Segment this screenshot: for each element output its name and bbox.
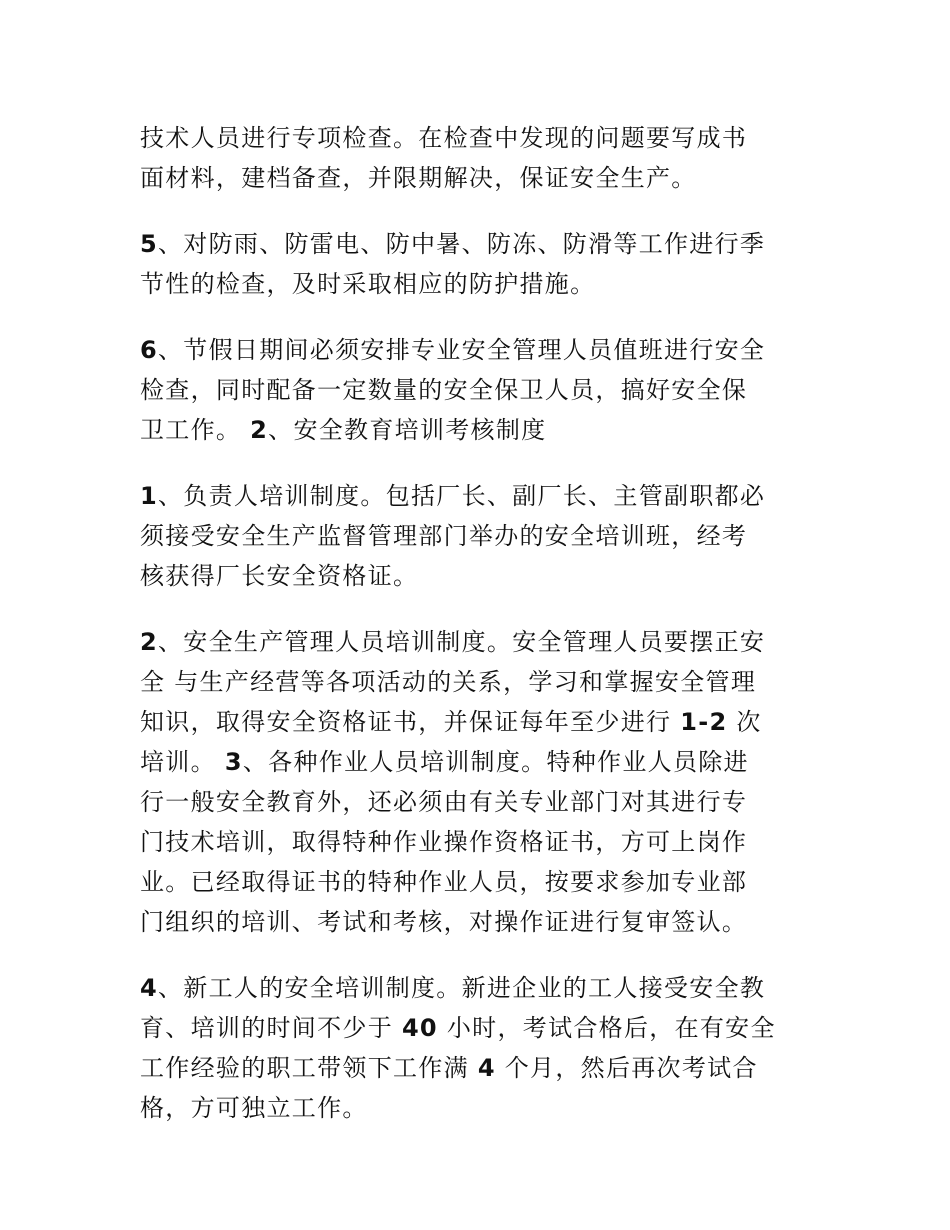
text-line: 业。已经取得证书的特种作业人员，按要求参加专业部 — [140, 868, 748, 896]
text-line: 5、对防雨、防雷电、防中暑、防冻、防滑等工作进行季 — [140, 230, 766, 258]
text-line: 卫工作。 2、安全教育培训考核制度 — [140, 416, 547, 444]
text-line: 知识，取得安全资格证书，并保证每年至少进行 1-2 次 — [140, 708, 762, 736]
text-line: 培训。 3、各种作业人员培训制度。特种作业人员除进 — [140, 748, 749, 776]
text-line: 面材料，建档备查，并限期解决，保证安全生产。 — [140, 164, 697, 192]
text-line: 技术人员进行专项检查。在检查中发现的问题要写成书 — [140, 124, 748, 152]
text-line: 6、节假日期间必须安排专业安全管理人员值班进行安全 — [140, 336, 766, 364]
paragraph-seasonal-inspection — [140, 224, 830, 304]
text-line: 须接受安全生产监督管理部门举办的安全培训班，经考 — [140, 522, 748, 550]
text-line: 育、培训的时间不少于 40 小时，考试合格后，在有安全 — [140, 1014, 776, 1042]
paragraph-new-worker-training — [140, 968, 830, 1128]
text-line: 门技术培训，取得特种作业操作资格证书，方可上岗作 — [140, 828, 748, 856]
text-line: 核获得厂长安全资格证。 — [140, 562, 419, 590]
paragraph-inspection-materials — [140, 118, 830, 198]
text-line: 格，方可独立工作。 — [140, 1094, 368, 1122]
text-line: 节性的检查，及时采取相应的防护措施。 — [140, 270, 596, 298]
paragraph-holiday-duty — [140, 330, 830, 450]
text-line: 2、安全生产管理人员培训制度。安全管理人员要摆正安 — [140, 628, 766, 656]
paragraph-leader-training — [140, 476, 830, 596]
text-line: 4、新工人的安全培训制度。新进企业的工人接受安全教 — [140, 974, 766, 1002]
text-line: 行一般安全教育外，还必须由有关专业部门对其进行专 — [140, 788, 748, 816]
text-line: 检查，同时配备一定数量的安全保卫人员，搞好安全保 — [140, 376, 748, 404]
text-line: 工作经验的职工带领下工作满 4 个月，然后再次考试合 — [140, 1054, 758, 1082]
text-line: 门组织的培训、考试和考核，对操作证进行复审签认。 — [140, 908, 748, 936]
text-line: 1、负责人培训制度。包括厂长、副厂长、主管副职都必 — [140, 482, 766, 510]
paragraph-manager-and-worker-training — [140, 622, 830, 942]
text-line: 全 与生产经营等各项活动的关系，学习和掌握安全管理 — [140, 668, 757, 696]
document-page — [140, 118, 830, 1154]
